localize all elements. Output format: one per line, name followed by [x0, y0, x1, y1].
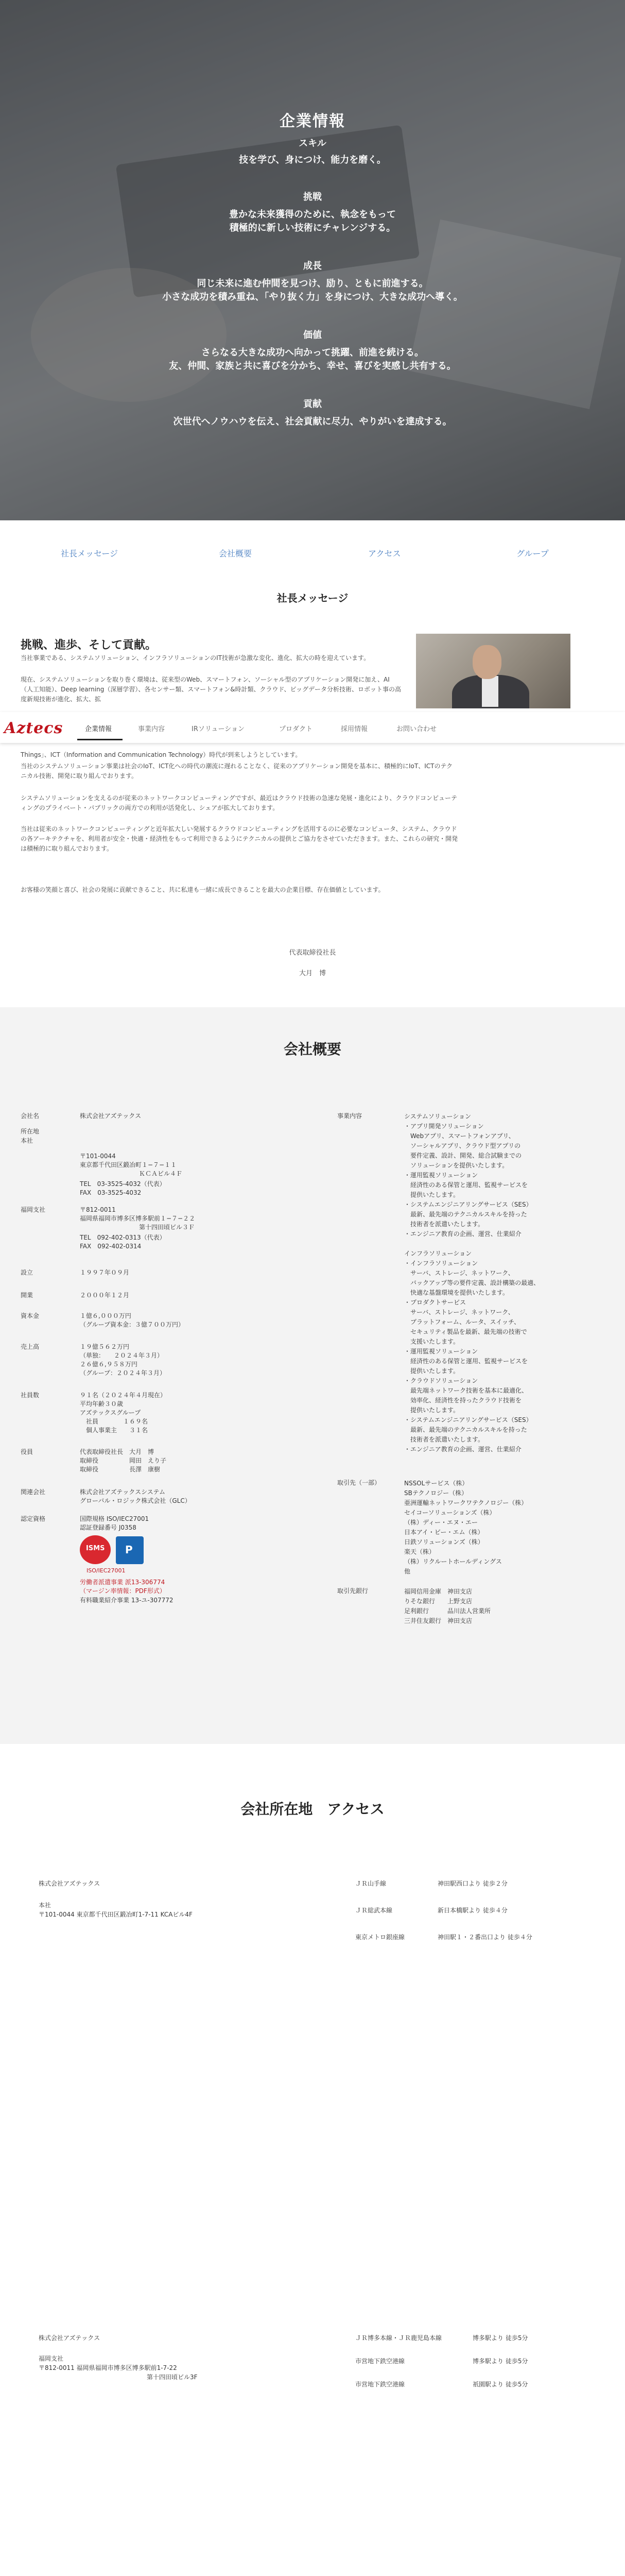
label-company-name: 会社名 [21, 1112, 40, 1120]
business-line [404, 1239, 610, 1249]
hero-block-line: 友、仲間、家族と共に喜びを分かち、幸せ、喜びを実感し共有する。 [169, 361, 456, 371]
route-line: ＪＲ博多本線・ＪＲ鹿児島本線 [355, 2334, 442, 2342]
nav-item-contact[interactable]: お問い合わせ [396, 725, 437, 733]
label-location: 所在地 [21, 1128, 40, 1135]
route-station: 祇園駅より 徒歩5分 [473, 2381, 528, 2388]
hero-block-line: 次世代へノウハウを伝え、社会貢献に尽力、やりがいを達成する。 [173, 416, 452, 427]
business-line: バックアップ等の要件定義、設計構築の最適、 [404, 1279, 540, 1286]
business-line: ・エンジニア教育の企画、運営、仕業紹介 [404, 1230, 522, 1238]
founded-value: １９９７年０９月 [80, 1269, 130, 1276]
hero-subtitle-text: 技を学び、身につけ、能力を磨く。 [239, 155, 386, 165]
business-line: 効率化、経済性を持ったクラウド技術を [404, 1397, 522, 1404]
hero-block-line: 小さな成功を積み重ね、「やり抜く力」を身につけ、大きな成功へ導く。 [162, 292, 463, 302]
hq-tel: TEL 03-3525-4032（代表） [80, 1180, 166, 1188]
business-line: インフラソリューション [404, 1250, 472, 1257]
privacy-mark-label: P [125, 1544, 133, 1556]
bank-item: りそな銀行 上野支店 [404, 1598, 473, 1605]
business-line: 最新、最先端のテクニカルスキルを持った [404, 1211, 527, 1218]
fukuoka-access-building: 第十四田頃ビル3F [147, 2374, 198, 2381]
nav-active-underline [77, 739, 123, 740]
business-line: 技術者を派遣いたします。 [404, 1436, 484, 1443]
business-line: システムソリューション [404, 1113, 471, 1120]
fukuoka-branch: 福岡支社 [39, 2355, 64, 2362]
client-item: 楽天（株） [404, 1548, 436, 1555]
placement-license: 有料職業紹介事業 13-ユ-307772 [80, 1597, 173, 1604]
ceo-photo-shirt [482, 676, 498, 707]
business-line: 最新、最先端のテクニカルスキルを持った [404, 1426, 527, 1433]
label-hq: 本社 [21, 1137, 33, 1144]
anchor-link-ceo-message[interactable]: 社長メッセージ [61, 549, 118, 558]
banks-list [404, 1587, 610, 1626]
hero-title: 企業情報 [280, 112, 345, 130]
hero-block-contribution [0, 397, 625, 429]
route-line: 東京メトロ銀座線 [355, 1934, 405, 1941]
fukuoka-access-address: 〒812-0011 福岡県福岡市博多区博多駅前1-7-22 [39, 2364, 177, 2371]
route-station: 新日本橋駅より 徒歩４分 [438, 1907, 508, 1914]
hero-block-line: さらなる大きな成功へ向かって挑躍、前進を続ける。 [201, 347, 424, 358]
hero-block-challenge [0, 190, 625, 235]
nav-item-ir-solution[interactable]: IRソリューション [192, 725, 245, 733]
ceo-paragraph: お客様の笑顔と喜び、社会の発展に貢献できること、共に私達も一緒に成長できることを最大の企業目標、存在価値としています。 [21, 886, 385, 893]
bank-item: 三井住友銀行 神田支店 [404, 1617, 473, 1624]
label-capital: 資本金 [21, 1312, 40, 1319]
business-line: ・アプリ開発ソリューション [404, 1123, 484, 1130]
route-line: ＪＲ総武本線 [355, 1907, 393, 1914]
bank-item: 足利銀行 品川法人営業所 [404, 1607, 491, 1615]
label-officers: 役員 [21, 1448, 33, 1455]
business-line: 要件定義、設計、開発、総合試験までの [404, 1152, 522, 1159]
sales-group-note: （グループ：２０２４年３月） [80, 1369, 166, 1377]
capital-value: １億６,０００万円 [80, 1312, 131, 1319]
hero-block-heading: 貢献 [303, 399, 322, 410]
employees-contractors: 個人事業主 ３１名 [80, 1427, 148, 1434]
officer-director: 取締役 長澤 康樹 [80, 1466, 161, 1473]
hq-fax: FAX 03-3525-4032 [80, 1189, 142, 1196]
business-line: ・運用監視ソリューション [404, 1172, 478, 1179]
business-line: Webアプリ、スマートフォンアプリ、 [404, 1132, 515, 1140]
label-fukuoka: 福岡支社 [21, 1206, 46, 1213]
affiliate-item: 株式会社アズテックスシステム [80, 1488, 165, 1496]
label-clients: 取引先（一部） [337, 1479, 381, 1486]
anchor-link-company-overview[interactable]: 会社概要 [219, 549, 252, 558]
opened-value: ２０００年１２月 [80, 1292, 130, 1299]
affiliate-item: グローバル・ロジック株式会社（GLC） [80, 1497, 191, 1504]
business-line: 最先端ネットワーク技術を基本に最適化、 [404, 1387, 528, 1394]
business-line: 技術者を派遣いたします。 [404, 1221, 484, 1228]
business-line: ソーシャルアプリ、クラウド型アプリの [404, 1142, 520, 1149]
employees-value: ９１名（２０２４年４月現在） [80, 1392, 167, 1399]
hero-banner [0, 0, 625, 520]
business-line: ・運用監視ソリューション [404, 1348, 478, 1355]
label-certifications: 認定資格 [21, 1515, 46, 1522]
client-item: 他 [404, 1568, 411, 1575]
business-line: ・クラウドソリューション [404, 1377, 478, 1384]
business-line: 経済性のある保管と運用、監視サービスを [404, 1181, 528, 1189]
route-station: 神田駅西口より 徒歩２分 [438, 1880, 508, 1887]
ceo-photo-face [473, 645, 501, 679]
route-line: 市営地下鉄空港線 [355, 2358, 405, 2365]
capital-group: （グループ資本金：３億７００万円） [80, 1321, 185, 1328]
anchor-link-group[interactable]: グループ [516, 549, 549, 558]
business-line: セキュリティ製品を最新、最先端の技術で [404, 1328, 527, 1335]
label-employees: 社員数 [21, 1392, 40, 1399]
anchor-link-access[interactable]: アクセス [368, 549, 401, 558]
employees-group: アズテックスグループ [80, 1409, 141, 1416]
label-affiliates: 関連会社 [21, 1488, 46, 1496]
client-item: （株）ディー・エヌ・エー [404, 1519, 478, 1526]
dispatch-license-link[interactable]: 労働者派遣事業 派13-306774 [80, 1579, 165, 1586]
hero-subtitle: スキル [299, 138, 326, 149]
clients-list [404, 1479, 610, 1577]
hero-block-value [0, 328, 625, 373]
label-opened: 開業 [21, 1292, 33, 1299]
hq-building: ＫＣＡビル４Ｆ [139, 1170, 183, 1177]
ceo-paragraph: 当社事業である、システムソリューション、インフラソリューションのIT技術が急激な変化、進化、拡大の時を迎えています。 [21, 654, 370, 662]
aztecs-logo[interactable]: Aztecs [4, 719, 63, 737]
sales-value: １９億５６２万円 [80, 1343, 130, 1350]
isms-logo-label: ISMS [86, 1545, 105, 1552]
route-station: 博多駅より 徒歩5分 [473, 2334, 528, 2342]
officer-ceo: 代表取締役社長 大月 博 [80, 1448, 154, 1455]
company-name-value: 株式会社アズテックス [80, 1112, 142, 1120]
ceo-section-title: 社長メッセージ [276, 592, 349, 604]
business-line: 経済性のある保管と運用、監視サービスを [404, 1358, 528, 1365]
business-line: ・プロダクトサービス [404, 1299, 466, 1306]
cert-reg-number: 認証登録番号 J0358 [80, 1524, 136, 1531]
client-item: 亜洲運輸ネットワークワテクノロジー（株） [404, 1499, 528, 1506]
cert-caption: ISO/IEC27001 [86, 1567, 126, 1574]
nav-item-product[interactable]: プロダクト [279, 725, 313, 733]
bank-item: 福岡信用金庫 神田支店 [404, 1588, 473, 1595]
route-line: 市営地下鉄空港線 [355, 2381, 405, 2388]
business-line: プラットフォーム、ルータ、スイッチ、 [404, 1318, 520, 1326]
client-item: NSSOLサービス（株） [404, 1480, 468, 1487]
fukuoka-company: 株式会社アズテックス [39, 2334, 100, 2342]
ceo-headline: 挑戦、進歩、そして貢献。 [21, 639, 157, 652]
route-station: 博多駅より 徒歩5分 [473, 2358, 528, 2365]
ceo-paragraph: 当社のシステムソリューション事業は社会のIoT、ICT化への時代の潮流に遅れることなく、従来のアプリケーション開発を基本に、積極的にIoT、ICTのテクニカル技術、開発に取り組んでおります。 [21, 762, 453, 779]
client-item: SBテクノロジー（株） [404, 1489, 468, 1497]
cert-logos [80, 1535, 152, 1571]
fukuoka-fax: FAX 092-402-0314 [80, 1243, 142, 1250]
officer-director: 取締役 岡田 えり子 [80, 1457, 167, 1464]
business-line: ・システムエンジニアリングサービス（SES） [404, 1201, 532, 1208]
fukuoka-building: 第十四田頃ビル３Ｆ [139, 1224, 195, 1231]
business-line: ・システムエンジニアリングサービス（SES） [404, 1416, 532, 1423]
fukuoka-tel: TEL 092-402-0313（代表） [80, 1234, 166, 1241]
business-line: 支援いたします。 [404, 1338, 460, 1345]
business-line: ソリューションを提供いたします。 [404, 1162, 509, 1169]
access-section-title: 会社所在地 アクセス [240, 1801, 385, 1818]
route-station: 神田駅１・２番出口より 徒歩４分 [438, 1934, 532, 1941]
tokyo-branch: 本社 [39, 1902, 51, 1909]
hero-block-line: 積極的に新しい技術にチャレンジする。 [229, 223, 396, 233]
business-line: ・エンジニア教育の企画、運営、仕業紹介 [404, 1446, 522, 1453]
sales-group-value: ２６億６,９５８万円 [80, 1361, 137, 1368]
site-navbar [0, 712, 625, 743]
ceo-sign-title: 代表取締役社長 [289, 949, 336, 957]
hero-block-heading: 価値 [303, 330, 322, 341]
hero-content [0, 108, 625, 429]
business-line: 提供いたします。 [404, 1406, 460, 1414]
label-banks: 取引先銀行 [337, 1587, 369, 1595]
cert-iso: 国際規格 ISO/IEC27001 [80, 1515, 149, 1522]
hero-block-heading: 挑戦 [303, 192, 322, 202]
client-item: セイコーソリューションズ（株） [404, 1509, 496, 1516]
business-line: サーバ、ストレージ、ネットワーク、 [404, 1269, 514, 1277]
ceo-sign-name: 大月 博 [299, 970, 326, 977]
route-line: ＪＲ山手線 [355, 1880, 387, 1887]
hq-address: 東京都千代田区鍛冶町１−７−１１ [80, 1161, 177, 1168]
label-sales: 売上高 [21, 1343, 40, 1350]
business-line: ・インフラソリューション [404, 1260, 478, 1267]
employees-staff: 社員 １６９名 [80, 1418, 148, 1425]
isms-logo-icon [80, 1535, 111, 1564]
ceo-paragraph: システムソリューションを支えるのが従来のネットワークコンピューティングですが、最近はクラウド技術の急速な発展・進化により、クラウドコンピューティングのプライベート・パブリックの両方での利用が活発化し、シェアが拡大しております。 [21, 794, 458, 811]
label-business: 事業内容 [337, 1112, 362, 1120]
overview-section-title: 会社概要 [283, 1041, 341, 1058]
hq-postal: 〒101-0044 [80, 1153, 116, 1160]
hero-block-line: 同じ未来に進む仲間を見つけ、励り、ともに前進する。 [197, 278, 428, 289]
tokyo-company: 株式会社アズテックス [39, 1880, 100, 1887]
business-list [404, 1112, 610, 1454]
business-line: 快適な基盤環境を提供いたします。 [404, 1289, 509, 1296]
business-line: 提供いたします。 [404, 1367, 460, 1375]
client-item: 日鉄ソリューションズ（株） [404, 1538, 484, 1546]
sales-note: （単独： ２０２４年３月） [80, 1352, 164, 1359]
hero-block-line: 豊かな未来獲得のために、執念をもって [229, 209, 396, 220]
business-line: 提供いたします。 [404, 1191, 460, 1198]
business-line: サーバ、ストレージ、ネットワーク、 [404, 1309, 514, 1316]
hero-block-growth [0, 259, 625, 304]
ceo-photo [416, 634, 570, 708]
ceo-paragraph: Things」、ICT（Information and Communication Technology）時代が到来しようとしています。 [21, 751, 302, 758]
employees-age: 平均年齢３０歳 [80, 1400, 124, 1408]
privacy-mark-icon [116, 1536, 144, 1564]
nav-item-company[interactable]: 企業情報 [85, 725, 112, 733]
client-item: （株）リクルートホールディングス [404, 1558, 502, 1565]
hero-block-heading: 成長 [303, 261, 322, 272]
client-item: 日本アイ・ビー・エム（株） [404, 1529, 484, 1536]
ceo-paragraph: 当社は従来のネットワークコンピューティングと近年拡大しい発展するクラウドコンピューティングを活用するのに必要なコンピュータ、システム、クラウドの各アーキテクチャを、利用者が安全・快適・経済性をもって利用できるようにテクニカルの提供とご協力をさせていただきます。また、これらの研究・開発は積極的に取り組んでおります。 [21, 825, 458, 852]
tokyo-address: 〒101-0044 東京都千代田区鍛冶町1-7-11 KCAビル4F [39, 1911, 193, 1918]
fukuoka-postal: 〒812-0011 [80, 1206, 116, 1213]
margin-rate-pdf-link[interactable]: （マージン率情報：PDF形式） [80, 1587, 166, 1595]
fukuoka-address: 福岡県福岡市博多区博多駅前１−７−２２ [80, 1215, 196, 1222]
nav-item-recruit[interactable]: 採用情報 [341, 725, 368, 733]
label-founded: 設立 [21, 1269, 33, 1276]
ceo-paragraph: 現在、システムソリューションを取り巻く環境は、従来型のWeb、スマートフォン、ソーシャル型のアプリケーション開発に加え、AI（人工知能）、Deep learning（深層学習）、各センサー類、スマートフォン&時計類、クラウド、ビッグデータ分析技術、ロボット事の高度新規技術が進化、拡大、拡 [21, 676, 401, 703]
nav-item-business[interactable]: 事業内容 [138, 725, 165, 733]
anchor-nav [0, 520, 625, 577]
